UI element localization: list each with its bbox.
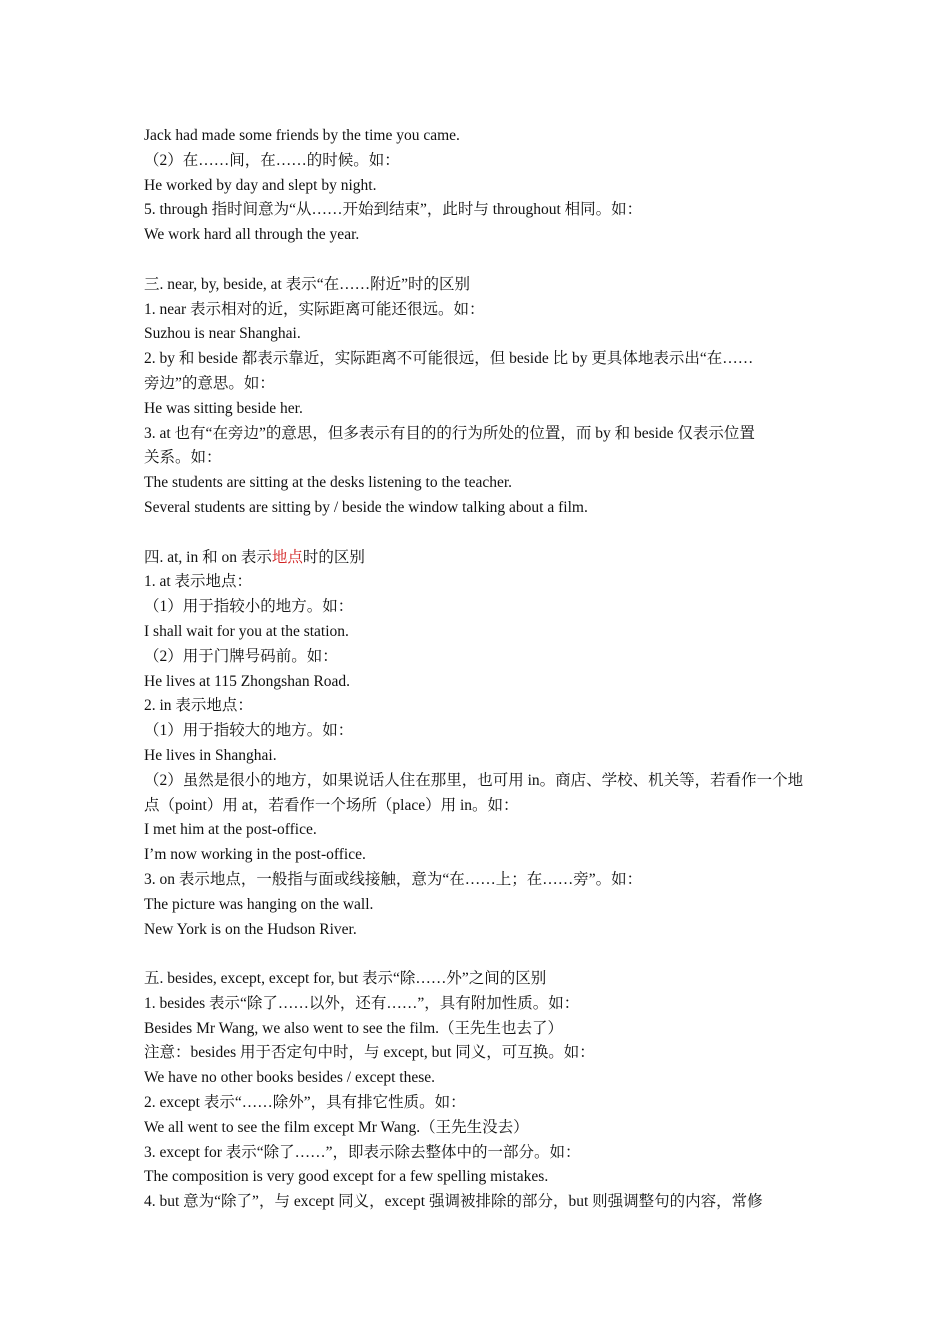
text-line: I met him at the post-office. xyxy=(144,821,317,839)
text-line: （2）在……间，在……的时候。如： xyxy=(144,151,400,169)
text-line: 1. besides 表示“除了……以外，还有……”，具有附加性质。如： xyxy=(144,994,580,1012)
highlighted-keyword: 地点 xyxy=(271,548,303,566)
text-line: The picture was hanging on the wall. xyxy=(144,895,374,913)
heading-text-pre: 四. at, in 和 on 表示 xyxy=(144,548,272,566)
text-line: We have no other books besides / except these. xyxy=(144,1069,436,1087)
text-line: We work hard all through the year. xyxy=(144,226,360,244)
text-line: New York is on the Hudson River. xyxy=(144,920,357,938)
text-line: 2. except 表示“……除外”，具有排它性质。如： xyxy=(144,1094,466,1112)
text-line: Several students are sitting by / beside the window talking about a film. xyxy=(144,498,588,516)
text-line: 关系。如： xyxy=(144,449,222,467)
text-line: He was sitting beside her. xyxy=(144,399,303,417)
blank-line xyxy=(144,942,810,967)
text-line: 5. through 指时间意为“从……开始到结束”，此时与 throughout 相同。如： xyxy=(144,201,643,219)
text-line: （1）用于指较小的地方。如： xyxy=(144,598,354,616)
text-line: 3. on 表示地点，一般指与面或线接触，意为“在……上；在……旁”。如： xyxy=(144,870,643,888)
text-line: 3. at 也有“在旁边”的意思，但多表示有目的的行为所处的位置，而 by 和 beside 仅表示位置 xyxy=(144,424,755,442)
text-line: 五. besides, except, except for, but 表示“除……外”之间的区别 xyxy=(144,970,547,988)
text-line: 1. at 表示地点： xyxy=(144,573,253,591)
text-line: 2. by 和 beside 都表示靠近，实际距离不可能很远，但 beside 比 by 更具体地表示出“在…… xyxy=(144,350,754,368)
text-line: The composition is very good except for a few spelling mistakes. xyxy=(144,1168,549,1186)
text-line: 旁边”的意思。如： xyxy=(144,374,275,392)
text-line: He worked by day and slept by night. xyxy=(144,176,377,194)
section-heading-line xyxy=(144,546,810,571)
text-line: He lives at 115 Zhongshan Road. xyxy=(144,672,351,690)
text-line: （2）虽然是很小的地方，如果说话人住在那里，也可用 in。商店、学校、机关等，若看作一个地 xyxy=(144,771,804,789)
document-body xyxy=(144,124,810,1215)
text-line: （2）用于门牌号码前。如： xyxy=(144,647,338,665)
text-line: 2. in 表示地点： xyxy=(144,697,253,715)
text-line: 1. near 表示相对的近，实际距离可能还很远。如： xyxy=(144,300,485,318)
heading-text-post: 时的区别 xyxy=(302,548,365,566)
text-line: 3. except for 表示“除了……”，即表示除去整体中的一部分。如： xyxy=(144,1143,581,1161)
text-line: 4. but 意为“除了”，与 except 同义，except 强调被排除的部分，but 则强调整句的内容，常修 xyxy=(144,1193,763,1211)
text-line: 三. near, by, beside, at 表示“在……附近”时的区别 xyxy=(144,275,470,293)
blank-line xyxy=(144,248,810,273)
text-line: 点（point）用 at，若看作一个场所（place）用 in。如： xyxy=(144,796,519,814)
text-line: The students are sitting at the desks listening to the teacher. xyxy=(144,474,513,492)
text-line: He lives in Shanghai. xyxy=(144,746,277,764)
text-line: Suzhou is near Shanghai. xyxy=(144,325,301,343)
text-line: We all went to see the film except Mr Wang.（王先生没去） xyxy=(144,1118,529,1136)
text-line: I’m now working in the post-office. xyxy=(144,846,366,864)
text-line: （1）用于指较大的地方。如： xyxy=(144,722,354,740)
text-line: I shall wait for you at the station. xyxy=(144,622,349,640)
text-line: 注意：besides 用于否定句中时，与 except, but 同义，可互换。如： xyxy=(144,1044,595,1062)
text-line: Besides Mr Wang, we also went to see the film.（王先生也去了） xyxy=(144,1019,564,1037)
blank-line xyxy=(144,521,810,546)
text-line: Jack had made some friends by the time you came. xyxy=(144,127,460,144)
